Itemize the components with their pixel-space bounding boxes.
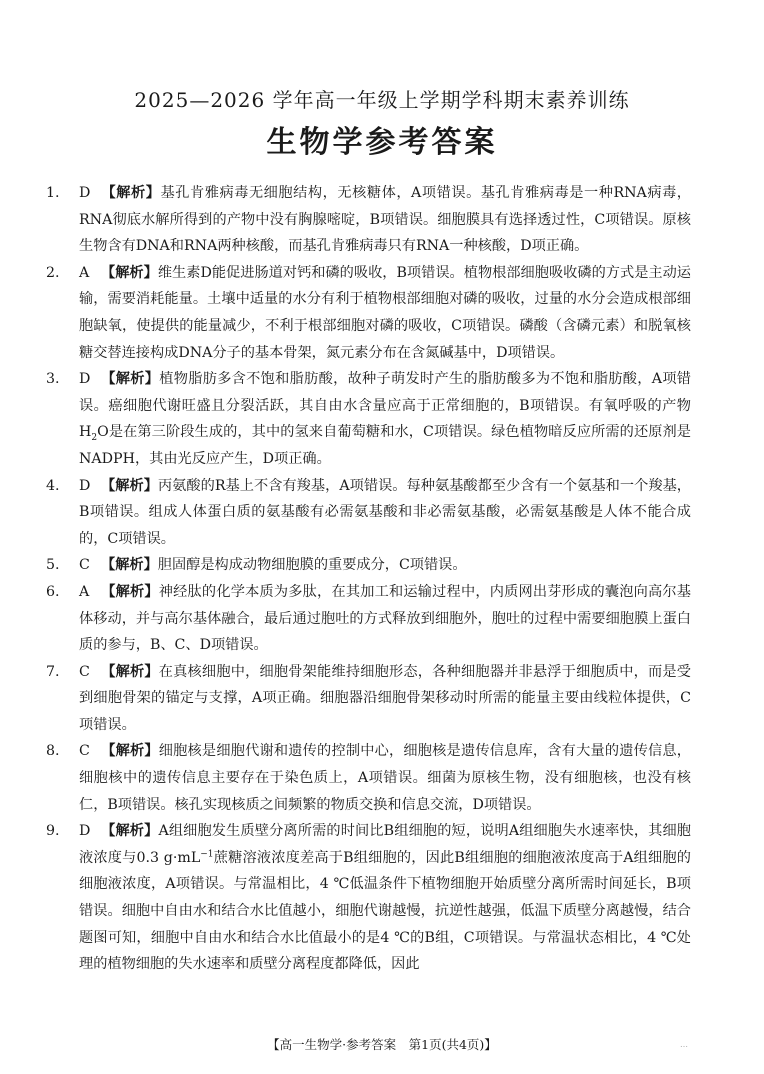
item-answer: A	[79, 264, 90, 281]
item-answer: C	[79, 557, 90, 574]
item-explanation-part-a: 植物脂肪多含不饱和脂肪酸，故种子萌发时产生的脂肪酸多为不饱和脂肪酸，A项错误。癌细胞代谢旺盛且分裂活跃，其自由水含量应高于正常细胞的，B项错误。有氧呼吸的产物H	[79, 371, 691, 441]
item-number: 1.	[46, 185, 60, 201]
item-number: 5.	[46, 557, 60, 574]
item-number: 3.	[46, 371, 60, 388]
item-explanation-part-b: 蔗糖溶液浓度差高于B组细胞的，因此B组细胞的细胞液浓度高于A组细胞的细胞液浓度，A项错误。与常温相比，4 ℃低温条件下植物细胞开始质壁分离所需时间延长，B项错误。细胞中自由水和结合水比值越小，细胞代谢越慢，抗逆性越强，低温下质壁分离越慢，结合题图可知，细胞中自由水和结合水比值最小的是4 ℃的B组，C项错误。与常温状态相比，4 ℃处理的植物细胞的失水速率和质壁分离程度都降低，因此	[79, 849, 691, 973]
analysis-tag: 【解析】	[101, 743, 159, 760]
item-explanation: 丙氨酸的R基上不含有羧基，A项错误。每种氨基酸都至少含有一个氨基和一个羧基，B项错误。组成人体蛋白质的氨基酸有必需氨基酸和非必需氨基酸，必需氨基酸是人体不能合成的，C项错误。	[79, 477, 691, 547]
answer-item-4	[46, 473, 691, 553]
item-answer: D	[79, 823, 91, 840]
item-number: 8.	[46, 743, 60, 760]
item-explanation-part-a: A组细胞发生质壁分离所需的时间比B组细胞的短，说明A组细胞失水速率快，其细胞液浓度与0.3 g·mL	[79, 823, 691, 866]
answer-item-5	[46, 552, 691, 579]
item-explanation: 胆固醇是构成动物细胞膜的重要成分，C项错误。	[157, 557, 467, 574]
analysis-tag: 【解析】	[101, 264, 158, 281]
analysis-tag: 【解析】	[101, 185, 161, 201]
item-number: 6.	[46, 583, 60, 600]
analysis-tag: 【解析】	[101, 823, 159, 840]
analysis-tag: 【解析】	[101, 583, 159, 600]
item-explanation: 细胞核是细胞代谢和遗传的控制中心，细胞核是遗传信息库，含有大量的遗传信息，细胞核中的遗传信息主要存在于染色质上，A项错误。细菌为原核生物，没有细胞核，也没有核仁，B项错误。核孔实现核质之间频繁的物质交换和信息交流，D项错误。	[79, 743, 691, 813]
item-explanation: 神经肽的化学本质为多肽，在其加工和运输过程中，内质网出芽形成的囊泡向高尔基体移动，并与高尔基体融合，最后通过胞吐的方式释放到细胞外，胞吐的过程中需要细胞膜上蛋白质的参与，B、C、D项错误。	[79, 583, 691, 654]
item-explanation: 基孔肯雅病毒无细胞结构，无核糖体，A项错误。基孔肯雅病毒是一种RNA病毒，RNA彻底水解所得到的产物中没有胸腺嘧啶，B项错误。细胞膜具有选择透过性，C项错误。原核生物含有DNA和RNA两种核酸，而基孔肯雅病毒只有RNA一种核酸，D项正确。	[79, 185, 691, 255]
item-answer: C	[79, 743, 90, 760]
analysis-tag: 【解析】	[101, 371, 160, 388]
superscript: −1	[200, 849, 214, 860]
item-answer: D	[79, 371, 91, 388]
analysis-tag: 【解析】	[101, 557, 158, 574]
exam-title: 2025—2026 学年高一年级上学期学科期末素养训练	[134, 88, 630, 112]
answer-item-8	[46, 738, 691, 818]
subscript: 2	[91, 433, 98, 444]
item-explanation: 在真核细胞中，细胞骨架能维持细胞形态，各种细胞器并非悬浮于细胞质中，而是受到细胞骨架的锚定与支撑，A项正确。细胞器沿细胞骨架移动时所需的能量主要由线粒体提供，C项错误。	[79, 663, 691, 733]
item-answer: D	[79, 477, 91, 494]
item-number: 7.	[46, 663, 60, 680]
item-number: 2.	[46, 264, 60, 281]
answer-item-9	[46, 818, 691, 978]
answer-item-2	[46, 260, 691, 366]
item-answer: C	[79, 663, 90, 680]
item-answer: D	[79, 185, 91, 201]
answer-list	[46, 180, 691, 978]
page-title: 生物学参考答案	[266, 125, 498, 160]
item-explanation-part-b: O是在第三阶段生成的，其中的氢来自葡萄糖和水，C项错误。绿色植物暗反应所需的还原剂是NADPH，其由光反应产生，D项正确。	[79, 424, 691, 467]
answer-item-1	[46, 180, 691, 260]
item-number: 9.	[46, 823, 60, 840]
analysis-tag: 【解析】	[101, 663, 159, 680]
item-answer: A	[79, 583, 90, 600]
analysis-tag: 【解析】	[101, 477, 158, 494]
item-explanation: 维生素D能促进肠道对钙和磷的吸收，B项错误。植物根部细胞吸收磷的方式是主动运输，需要消耗能量。土壤中适量的水分有利于植物根部细胞对磷的吸收，过量的水分会造成根部细胞缺氧，使提供的能量减少，不利于根部细胞对磷的吸收，C项错误。磷酸（含磷元素）和脱氧核糖交替连接构成DNA分子的基本骨架，氮元素分布在含氮碱基中，D项错误。	[79, 264, 691, 361]
answer-item-7	[46, 659, 691, 739]
page-footer: 【高一生物学·参考答案 第1页(共4页)】	[267, 1037, 497, 1052]
corner-mark: …	[680, 1040, 688, 1049]
item-number: 4.	[46, 477, 60, 494]
answer-item-6	[46, 579, 691, 659]
answer-item-3	[46, 366, 691, 472]
